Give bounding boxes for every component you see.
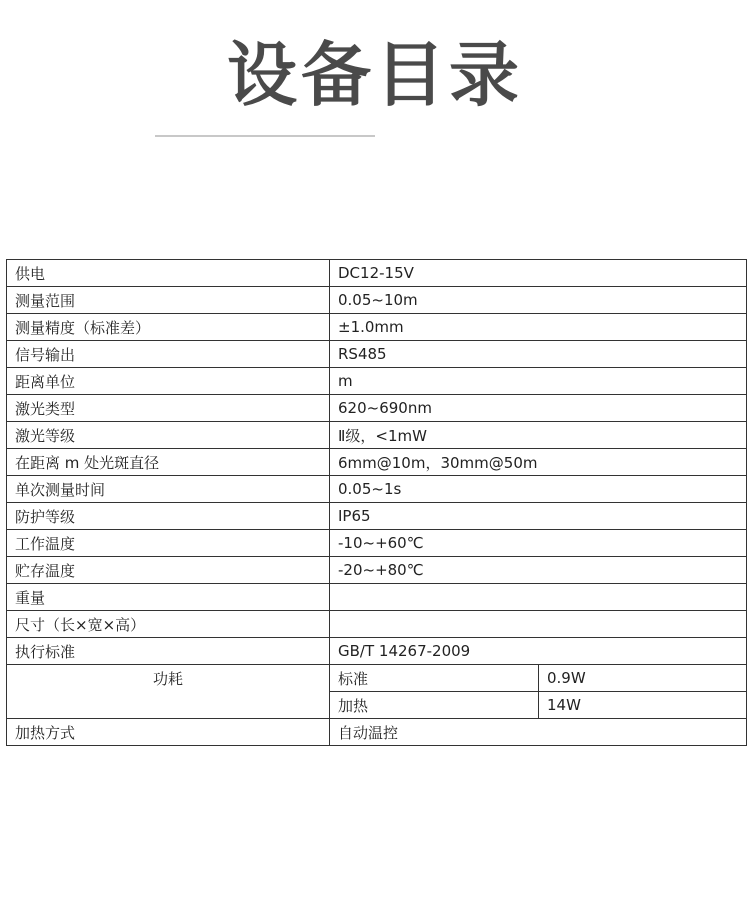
- row-value: 6mm@10m，30mm@50m: [330, 449, 747, 476]
- table-row: [7, 287, 747, 314]
- row-label: 执行标准: [7, 638, 330, 665]
- row-label: 防护等级: [7, 503, 330, 530]
- row-value: Ⅱ级，<1mW: [330, 422, 747, 449]
- power-value-standard: 0.9W: [539, 665, 747, 692]
- power-label: 功耗: [7, 665, 330, 719]
- row-value: RS485: [330, 341, 747, 368]
- power-mode-heating: 加热: [330, 692, 539, 719]
- row-label: 工作温度: [7, 530, 330, 557]
- row-label: 激光类型: [7, 395, 330, 422]
- row-label: 在距离 m 处光斑直径: [7, 449, 330, 476]
- row-value: 0.05~10m: [330, 287, 747, 314]
- power-mode-standard: 标准: [330, 665, 539, 692]
- row-label: 测量范围: [7, 287, 330, 314]
- spec-table: [6, 259, 747, 746]
- row-value: GB/T 14267-2009: [330, 638, 747, 665]
- row-value: 自动温控: [330, 719, 747, 746]
- row-value: -20~+80℃: [330, 557, 747, 584]
- row-value: [330, 611, 747, 638]
- table-row: [7, 341, 747, 368]
- table-row: [7, 395, 747, 422]
- table-row: [7, 530, 747, 557]
- table-row: [7, 557, 747, 584]
- row-label: 单次测量时间: [7, 476, 330, 503]
- row-label: 尺寸（长×宽×高）: [7, 611, 330, 638]
- row-value: ±1.0mm: [330, 314, 747, 341]
- table-row: [7, 584, 747, 611]
- row-value: m: [330, 368, 747, 395]
- row-value: DC12-15V: [330, 260, 747, 287]
- page-title: 设备目录: [227, 34, 523, 116]
- row-label: 信号输出: [7, 341, 330, 368]
- row-label: 距离单位: [7, 368, 330, 395]
- table-row: [7, 368, 747, 395]
- table-row: [7, 260, 747, 287]
- table-row: [7, 719, 747, 746]
- row-label: 测量精度（标准差）: [7, 314, 330, 341]
- table-row: [7, 449, 747, 476]
- table-row: [7, 638, 747, 665]
- row-label: 贮存温度: [7, 557, 330, 584]
- table-row: [7, 503, 747, 530]
- row-label: 加热方式: [7, 719, 330, 746]
- row-label: 激光等级: [7, 422, 330, 449]
- row-value: [330, 584, 747, 611]
- title-underline: [155, 135, 375, 137]
- row-value: 0.05~1s: [330, 476, 747, 503]
- power-value-heating: 14W: [539, 692, 747, 719]
- row-value: -10~+60℃: [330, 530, 747, 557]
- table-row: [7, 314, 747, 341]
- table-row: [7, 422, 747, 449]
- table-row: [7, 476, 747, 503]
- table-row: [7, 611, 747, 638]
- row-value: IP65: [330, 503, 747, 530]
- row-label: 重量: [7, 584, 330, 611]
- row-label: 供电: [7, 260, 330, 287]
- row-value: 620~690nm: [330, 395, 747, 422]
- table-row: [7, 665, 747, 692]
